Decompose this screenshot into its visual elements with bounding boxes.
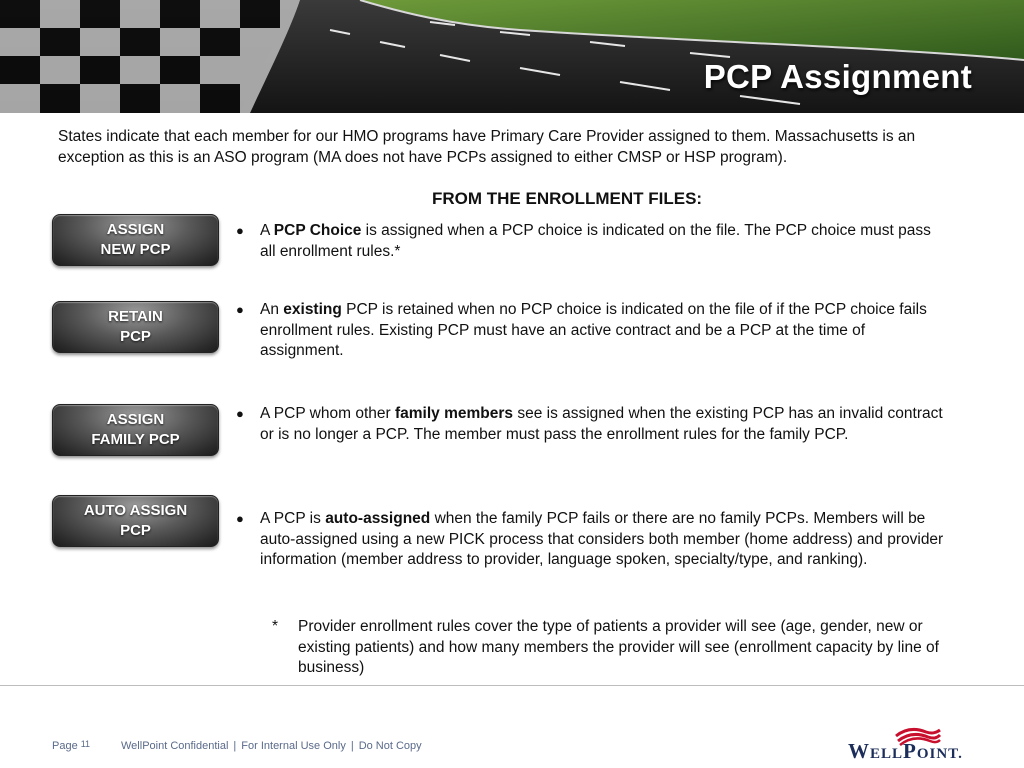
wellpoint-logo bbox=[848, 724, 983, 764]
footnote-marker: * bbox=[272, 618, 279, 635]
checkered-flag bbox=[0, 0, 300, 113]
bullet-text: A PCP whom other family members see is assigned when the existing PCP has an invalid contract or is no longer a PCP. The member must pass the enrollment rules for the family PCP. bbox=[260, 405, 943, 443]
bullet-existing-pcp bbox=[236, 300, 948, 362]
bullet-icon: ● bbox=[236, 511, 244, 526]
page-title: PCP Assignment bbox=[703, 58, 972, 95]
button-label-line: NEW PCP bbox=[100, 241, 171, 258]
racetrack-image bbox=[0, 0, 1024, 113]
button-label-line: RETAIN bbox=[108, 308, 163, 325]
assign-new-pcp-button[interactable] bbox=[52, 214, 219, 266]
confidentiality-notice: WellPoint Confidential | For Internal Use Only | Do Not Copy bbox=[121, 740, 422, 752]
footnote bbox=[272, 617, 952, 679]
section-heading: FROM THE ENROLLMENT FILES: bbox=[432, 189, 703, 208]
logo-wordmark: WELLPOINT. bbox=[848, 739, 963, 763]
button-label-line: PCP bbox=[120, 522, 151, 539]
button-label-line: ASSIGN bbox=[106, 411, 165, 428]
assign-family-pcp-button[interactable] bbox=[52, 404, 219, 456]
auto-assign-pcp-button[interactable] bbox=[52, 495, 219, 547]
page-number: Page 11 bbox=[52, 739, 91, 752]
bullet-text: A PCP Choice is assigned when a PCP choice is indicated on the file. The PCP choice must pass all enrollment rules.* bbox=[260, 222, 931, 260]
button-label-line: PCP bbox=[120, 328, 151, 345]
bullet-icon: ● bbox=[236, 302, 244, 317]
footer-divider bbox=[0, 685, 1024, 686]
button-label-line: ASSIGN bbox=[106, 221, 165, 238]
intro-paragraph: States indicate that each member for our HMO programs have Primary Care Provider assigned to them. Massachusetts is an exception as this is an ASO program (MA does not have PCPs assigned to either CMSP or HSP program). bbox=[58, 128, 916, 166]
bullet-auto-assigned bbox=[236, 509, 948, 571]
bullet-pcp-choice bbox=[236, 221, 948, 262]
button-label-line: FAMILY PCP bbox=[91, 431, 180, 448]
button-label-line: AUTO ASSIGN bbox=[83, 502, 188, 519]
retain-pcp-button[interactable] bbox=[52, 301, 219, 353]
header-banner bbox=[0, 0, 1024, 113]
bullet-text: A PCP is auto-assigned when the family PCP fails or there are no family PCPs. Members will be auto-assigned using a new PICK process that considers both member (home address) and provider information (member address to provider, language spoken, specialty/type, and ranking). bbox=[260, 510, 944, 569]
bullet-family-members bbox=[236, 404, 948, 445]
footnote-text: Provider enrollment rules cover the type of patients a provider will see (age, gender, new or existing patients) and how many members the provider will see (enrollment capacity by line of business) bbox=[298, 618, 939, 677]
bullet-icon: ● bbox=[236, 406, 244, 421]
bullet-text: An existing PCP is retained when no PCP choice is indicated on the file of if the PCP choice fails enrollment rules. Existing PCP must have an active contract and be a PCP at the time of assignment. bbox=[260, 301, 927, 360]
bullet-icon: ● bbox=[236, 223, 244, 238]
